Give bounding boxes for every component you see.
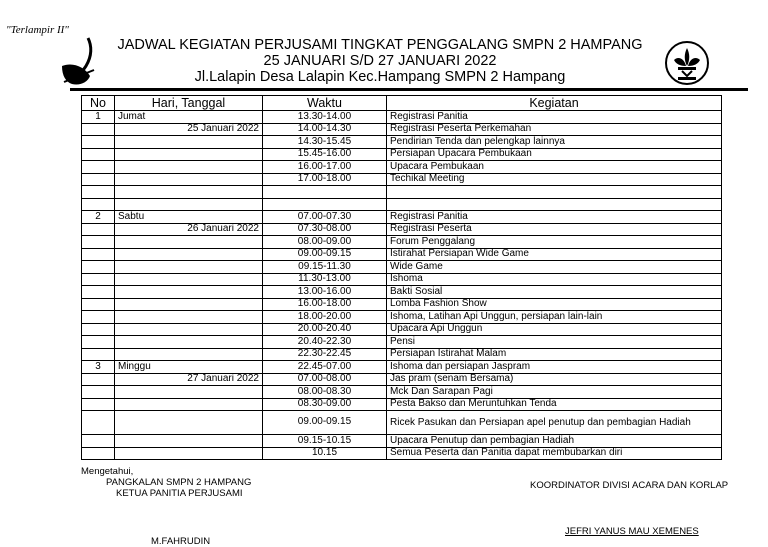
row-number <box>82 123 115 136</box>
row-number <box>82 136 115 149</box>
row-number <box>82 236 115 249</box>
known-label: Mengetahui, <box>81 466 134 477</box>
row-number <box>82 298 115 311</box>
row-activity <box>387 198 722 211</box>
table-row <box>82 211 722 224</box>
row-time: 08.30-09.00 <box>263 398 387 411</box>
right-role: KOORDINATOR DIVISI ACARA DAN KORLAP <box>530 480 729 491</box>
row-day <box>115 136 263 149</box>
left-org: PANGKALAN SMPN 2 HAMPANG <box>106 477 252 488</box>
row-time: 07.00-08.00 <box>263 373 387 386</box>
row-time: 09.15-11.30 <box>263 261 387 274</box>
table-row <box>82 273 722 286</box>
row-day <box>115 398 263 411</box>
left-role: KETUA PANITIA PERJUSAMI <box>116 488 243 499</box>
row-number <box>82 311 115 324</box>
row-activity: Mck Dan Sarapan Pagi <box>387 386 722 399</box>
document-header <box>100 37 660 85</box>
row-day: 27 Januari 2022 <box>115 373 263 386</box>
table-row <box>82 311 722 324</box>
row-day <box>115 236 263 249</box>
table-row <box>82 261 722 274</box>
row-day <box>115 286 263 299</box>
row-day <box>115 248 263 261</box>
table-row <box>82 435 722 448</box>
row-activity: Ricek Pasukan dan Persiapan apel penutup dan pembagian Hadiah <box>387 411 722 435</box>
row-number: 1 <box>82 111 115 124</box>
row-number <box>82 261 115 274</box>
right-signatory-name: JEFRI YANUS MAU XEMENES <box>565 526 699 537</box>
table-row <box>82 286 722 299</box>
row-day <box>115 311 263 324</box>
row-time: 17.00-18.00 <box>263 173 387 186</box>
row-number <box>82 411 115 435</box>
row-day <box>115 348 263 361</box>
table-row <box>82 161 722 174</box>
row-time: 14.30-15.45 <box>263 136 387 149</box>
row-activity: Semua Peserta dan Panitia dapat membubarkan diri <box>387 447 722 460</box>
table-row <box>82 348 722 361</box>
row-number <box>82 186 115 199</box>
row-number <box>82 447 115 460</box>
row-time: 16.00-18.00 <box>263 298 387 311</box>
row-activity: Pesta Bakso dan Meruntuhkan Tenda <box>387 398 722 411</box>
tunas-kelapa-icon <box>58 36 100 88</box>
row-number <box>82 435 115 448</box>
table-row <box>82 223 722 236</box>
header-address: Jl.Lalapin Desa Lalapin Kec.Hampang SMPN 2 Hampang <box>194 69 566 85</box>
row-day: 25 Januari 2022 <box>115 123 263 136</box>
table-row <box>82 411 722 435</box>
row-day <box>115 323 263 336</box>
column-header: Waktu <box>263 96 387 111</box>
row-time: 20.00-20.40 <box>263 323 387 336</box>
row-time: 13.00-16.00 <box>263 286 387 299</box>
table-row <box>82 248 722 261</box>
row-activity: Istirahat Persiapan Wide Game <box>387 248 722 261</box>
row-day <box>115 273 263 286</box>
table-row <box>82 148 722 161</box>
header-rule <box>70 88 748 91</box>
row-number <box>82 386 115 399</box>
row-number <box>82 323 115 336</box>
header-title: JADWAL KEGIATAN PERJUSAMI TINGKAT PENGGALANG SMPN 2 HAMPANG <box>117 37 643 53</box>
row-day <box>115 298 263 311</box>
column-header: Kegiatan <box>387 96 722 111</box>
row-day <box>115 198 263 211</box>
row-number <box>82 398 115 411</box>
row-time: 07.30-08.00 <box>263 223 387 236</box>
row-time: 07.00-07.30 <box>263 211 387 224</box>
row-day <box>115 386 263 399</box>
row-number <box>82 273 115 286</box>
pramuka-emblem-icon <box>664 40 710 86</box>
row-number <box>82 336 115 349</box>
column-header: Hari, Tanggal <box>115 96 263 111</box>
row-activity: Registrasi Panitia <box>387 111 722 124</box>
row-number <box>82 373 115 386</box>
table-row <box>82 361 722 374</box>
table-row <box>82 123 722 136</box>
table-row <box>82 447 722 460</box>
row-activity: Ishoma, Latihan Api Unggun, persiapan lain-lain <box>387 311 722 324</box>
row-day <box>115 336 263 349</box>
row-time: 20.40-22.30 <box>263 336 387 349</box>
row-number: 2 <box>82 211 115 224</box>
schedule-table <box>81 95 722 460</box>
row-day <box>115 447 263 460</box>
row-activity: Ishoma <box>387 273 722 286</box>
table-row <box>82 386 722 399</box>
row-time: 13.30-14.00 <box>263 111 387 124</box>
row-activity: Registrasi Panitia <box>387 211 722 224</box>
row-activity: Persiapan Istirahat Malam <box>387 348 722 361</box>
table-row <box>82 198 722 211</box>
row-number <box>82 148 115 161</box>
attachment-label: "Terlampir II" <box>6 24 69 36</box>
row-day <box>115 148 263 161</box>
row-day <box>115 261 263 274</box>
row-activity: Forum Penggalang <box>387 236 722 249</box>
table-row <box>82 173 722 186</box>
row-number <box>82 223 115 236</box>
row-activity <box>387 186 722 199</box>
row-time: 14.00-14.30 <box>263 123 387 136</box>
row-time: 18.00-20.00 <box>263 311 387 324</box>
row-number <box>82 173 115 186</box>
table-row <box>82 298 722 311</box>
row-time: 16.00-17.00 <box>263 161 387 174</box>
table-row <box>82 136 722 149</box>
row-activity: Techikal Meeting <box>387 173 722 186</box>
table-row <box>82 323 722 336</box>
table-row <box>82 373 722 386</box>
table-row <box>82 111 722 124</box>
row-time: 22.45-07.00 <box>263 361 387 374</box>
row-number <box>82 348 115 361</box>
row-time: 22.30-22.45 <box>263 348 387 361</box>
row-number <box>82 198 115 211</box>
row-day <box>115 173 263 186</box>
row-time: 09.15-10.15 <box>263 435 387 448</box>
row-time: 10.15 <box>263 447 387 460</box>
table-row <box>82 236 722 249</box>
row-activity: Ishoma dan persiapan Jaspram <box>387 361 722 374</box>
row-time: 15.45-16.00 <box>263 148 387 161</box>
row-activity: Persiapan Upacara Pembukaan <box>387 148 722 161</box>
row-number <box>82 248 115 261</box>
row-time <box>263 198 387 211</box>
row-time: 08.00-09.00 <box>263 236 387 249</box>
row-time: 08.00-08.30 <box>263 386 387 399</box>
row-activity: Upacara Penutup dan pembagian Hadiah <box>387 435 722 448</box>
row-day <box>115 186 263 199</box>
row-activity: Pendirian Tenda dan pelengkap lainnya <box>387 136 722 149</box>
row-activity: Upacara Api Unggun <box>387 323 722 336</box>
row-activity: Registrasi Peserta Perkemahan <box>387 123 722 136</box>
row-time: 11.30-13.00 <box>263 273 387 286</box>
row-day: Jumat <box>115 111 263 124</box>
row-day: Minggu <box>115 361 263 374</box>
row-day <box>115 435 263 448</box>
row-time <box>263 186 387 199</box>
row-day <box>115 411 263 435</box>
row-day: Sabtu <box>115 211 263 224</box>
row-day <box>115 161 263 174</box>
row-day: 26 Januari 2022 <box>115 223 263 236</box>
schedule-body <box>82 111 722 460</box>
row-time: 09.00-09.15 <box>263 411 387 435</box>
row-activity: Upacara Pembukaan <box>387 161 722 174</box>
header-dates: 25 JANUARI S/D 27 JANUARI 2022 <box>263 53 497 69</box>
row-number <box>82 286 115 299</box>
row-activity: Lomba Fashion Show <box>387 298 722 311</box>
table-row <box>82 336 722 349</box>
row-activity: Jas pram (senam Bersama) <box>387 373 722 386</box>
row-activity: Bakti Sosial <box>387 286 722 299</box>
row-activity: Pensi <box>387 336 722 349</box>
table-header-row <box>82 96 722 111</box>
row-number: 3 <box>82 361 115 374</box>
row-activity: Wide Game <box>387 261 722 274</box>
table-row <box>82 398 722 411</box>
row-activity: Registrasi Peserta <box>387 223 722 236</box>
row-time: 09.00-09.15 <box>263 248 387 261</box>
left-signatory-name: M.FAHRUDIN <box>151 536 211 547</box>
column-header: No <box>82 96 115 111</box>
table-row <box>82 186 722 199</box>
row-number <box>82 161 115 174</box>
